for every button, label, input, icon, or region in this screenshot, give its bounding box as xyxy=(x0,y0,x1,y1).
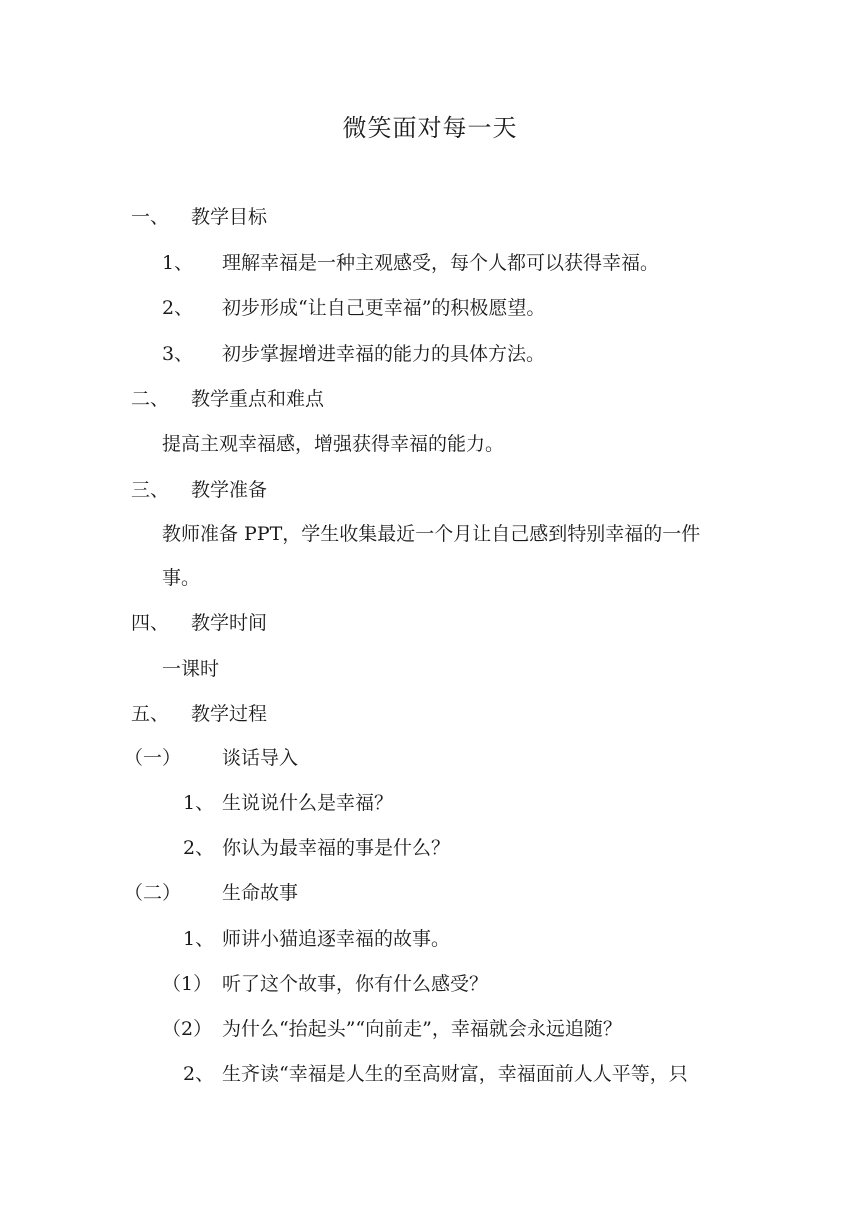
section-5-number: 五、 xyxy=(131,703,170,725)
goal-3-text: 初步掌握增进幸福的能力的具体方法。 xyxy=(222,343,546,365)
part-1-heading: 谈话导入 xyxy=(222,747,299,769)
goal-1-number: 1、 xyxy=(162,252,194,274)
part-2-sub-2-text: 为什么“抬起头”“向前走”，幸福就会永远追随？ xyxy=(222,1018,622,1040)
section-2-heading: 教学重点和难点 xyxy=(191,388,325,410)
document-title: 微笑面对每一天 xyxy=(342,114,518,142)
section-3-number: 三、 xyxy=(131,479,170,501)
part-2-sub-1-text: 听了这个故事，你有什么感受？ xyxy=(222,973,489,995)
section-3-heading: 教学准备 xyxy=(191,479,268,501)
goal-2-number: 2、 xyxy=(162,297,194,319)
part-1-item-1-text: 生说说什么是幸福？ xyxy=(222,792,394,814)
part-1-item-1-number: 1、 xyxy=(183,792,215,814)
section-4-number: 四、 xyxy=(131,612,170,634)
part-1-item-2-number: 2、 xyxy=(183,837,215,859)
goal-1-text: 理解幸福是一种主观感受，每个人都可以获得幸福。 xyxy=(222,252,660,274)
section-2-number: 二、 xyxy=(131,388,170,410)
section-4-body: 一课时 xyxy=(162,658,220,680)
part-2-number: （二） xyxy=(124,882,182,904)
section-1-number: 一、 xyxy=(131,206,170,228)
part-2-sub-2-number: （2） xyxy=(162,1018,213,1040)
part-2-item-1-text: 师讲小猫追逐幸福的故事。 xyxy=(222,928,451,950)
section-3-body-line-2: 事。 xyxy=(162,567,201,589)
section-4-heading: 教学时间 xyxy=(191,612,268,634)
part-2-item-2-text: 生齐读“幸福是人生的至高财富，幸福面前人人平等，只 xyxy=(222,1063,688,1085)
section-1-heading: 教学目标 xyxy=(191,206,268,228)
section-5-heading: 教学过程 xyxy=(191,703,268,725)
part-2-heading: 生命故事 xyxy=(222,882,299,904)
part-2-item-1-number: 1、 xyxy=(183,928,215,950)
part-1-item-2-text: 你认为最幸福的事是什么？ xyxy=(222,837,451,859)
goal-3-number: 3、 xyxy=(162,343,194,365)
part-1-number: （一） xyxy=(124,747,182,769)
section-2-body: 提高主观幸福感，增强获得幸福的能力。 xyxy=(162,433,505,455)
part-2-sub-1-number: （1） xyxy=(162,973,213,995)
section-3-body-line-1: 教师准备 PPT，学生收集最近一个月让自己感到特别幸福的一件 xyxy=(162,523,701,545)
part-2-item-2-number: 2、 xyxy=(183,1063,215,1085)
goal-2-text: 初步形成“让自己更幸福”的积极愿望。 xyxy=(222,297,546,319)
